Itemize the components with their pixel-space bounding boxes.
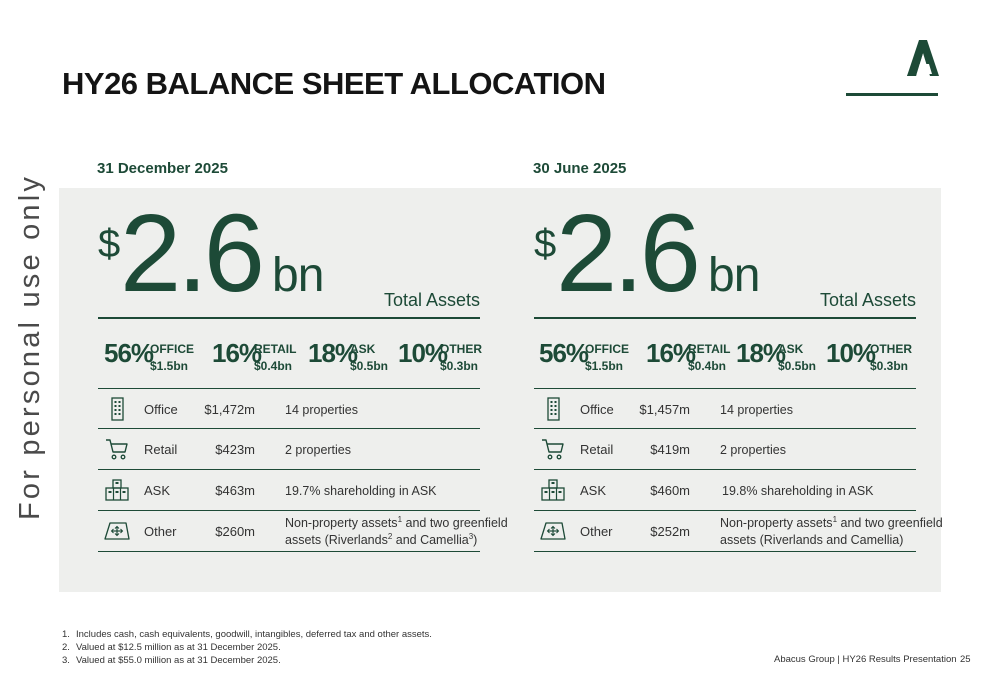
footnote-text: Valued at $12.5 million as at 31 December 2025. [76,642,281,653]
stat-amount: $0.5bn [778,359,817,373]
logo-underline [846,93,938,96]
row-name: Retail [144,442,178,457]
table-row [98,511,508,552]
page-number: 25 [960,654,971,665]
stat-category: OFFICE [150,342,194,356]
total-assets-label: Total Assets [819,290,916,310]
row-name: ASK [580,483,607,498]
stat-category: RETAIL [688,342,731,356]
table-row [98,429,480,470]
table-row [98,470,480,511]
footnote [62,628,432,641]
stat-percent: 18% [308,338,358,368]
stat-amount: $0.4bn [254,359,293,373]
footnote-ref: 3 [468,531,474,541]
table-row [534,388,916,429]
row-value: $460m [650,483,690,498]
row-name: Office [144,402,178,417]
stat-category: ASK [778,342,804,356]
table-row [534,511,943,552]
allocation-column-dec-2025 [98,188,508,592]
footnote [62,654,432,667]
row-description: 19.8% shareholding in ASK [722,484,874,498]
stat-amount: $0.4bn [688,359,727,373]
row-name: Retail [580,442,614,457]
total-value: 2.6 [120,192,261,315]
column-date: 30 June 2025 [533,160,627,177]
table-row [534,470,916,511]
row-name: Other [580,524,613,539]
stat-amount: $1.5bn [585,359,624,373]
allocation-column-jun-2025 [534,188,943,592]
row-description: 14 properties [285,403,358,417]
desc-text: ) [473,533,478,547]
desc-text: and two greenfield [402,516,508,530]
storage-boxes-icon [540,478,566,502]
row-value: $252m [650,524,690,539]
stat-amount: $0.5bn [350,359,389,373]
stat-category: OTHER [440,342,482,356]
footnote-number: 2. [62,642,70,653]
land-parcel-icon [540,519,566,543]
allocation-stats [534,338,916,378]
row-value: $419m [650,442,690,457]
office-building-icon [104,397,130,421]
footnote-ref: 1 [397,514,403,524]
row-description: 2 properties [720,443,787,457]
stat-percent: 16% [212,338,262,368]
stat-amount: $0.3bn [440,359,479,373]
total-unit: bn [708,249,760,302]
row-value: $260m [215,524,255,539]
stat-category: OTHER [870,342,912,356]
stat-category: ASK [350,342,376,356]
table-row [98,388,480,429]
row-description [285,515,508,549]
land-parcel-icon [104,519,130,543]
total-assets-label: Total Assets [383,290,480,310]
stat-amount: $0.3bn [870,359,909,373]
allocation-stats [98,338,480,378]
page-title: HY26 BALANCE SHEET ALLOCATION [62,66,606,101]
footnote-number: 1. [62,629,70,640]
row-name: ASK [144,483,171,498]
shopping-cart-icon [540,437,566,461]
desc-text: Non-property assets [285,516,398,530]
row-description: 14 properties [720,403,793,417]
stat-category: RETAIL [254,342,297,356]
storage-boxes-icon [104,478,130,502]
currency-symbol: $ [534,222,557,266]
row-value: $1,457m [639,402,690,417]
stat-percent: 56% [104,338,154,368]
row-description: 2 properties [285,443,352,457]
row-value: $463m [215,483,255,498]
row-name: Office [580,402,614,417]
row-description: 19.7% shareholding in ASK [285,484,437,498]
stat-percent: 16% [646,338,696,368]
stat-percent: 56% [539,338,589,368]
row-value: $423m [215,442,255,457]
abacus-logo-icon [906,38,940,78]
stat-percent: 18% [736,338,786,368]
stat-category: OFFICE [585,342,629,356]
stat-percent: 10% [398,338,448,368]
footnote-number: 3. [62,655,70,666]
divider [98,317,480,319]
divider [534,317,916,319]
desc-text: and Camellia [392,533,469,547]
footnotes [62,628,432,667]
stat-amount: $1.5bn [150,359,189,373]
stat-percent: 10% [826,338,876,368]
shopping-cart-icon [104,437,130,461]
desc-text: and two greenfield [837,516,943,530]
footnote-text: Includes cash, cash equivalents, goodwill, intangibles, deferred tax and other assets. [76,629,432,640]
office-building-icon [540,397,566,421]
footnote-ref: 1 [832,514,838,524]
footnote-text: Valued at $55.0 million as at 31 December 2025. [76,655,281,666]
desc-text: assets (Riverlands [285,533,388,547]
watermark: For personal use only [14,173,46,520]
desc-text: assets (Riverlands and Camellia) [720,533,904,547]
footnote [62,641,432,654]
row-description [720,515,943,549]
desc-text: Non-property assets [720,516,833,530]
table-row [534,429,916,470]
total-value: 2.6 [556,192,697,315]
row-value: $1,472m [204,402,255,417]
row-name: Other [144,524,177,539]
currency-symbol: $ [98,222,121,266]
column-date: 31 December 2025 [97,160,228,177]
footnote-ref: 2 [387,531,393,541]
total-unit: bn [272,249,324,302]
footer-source: Abacus Group | HY26 Results Presentation [774,654,957,665]
